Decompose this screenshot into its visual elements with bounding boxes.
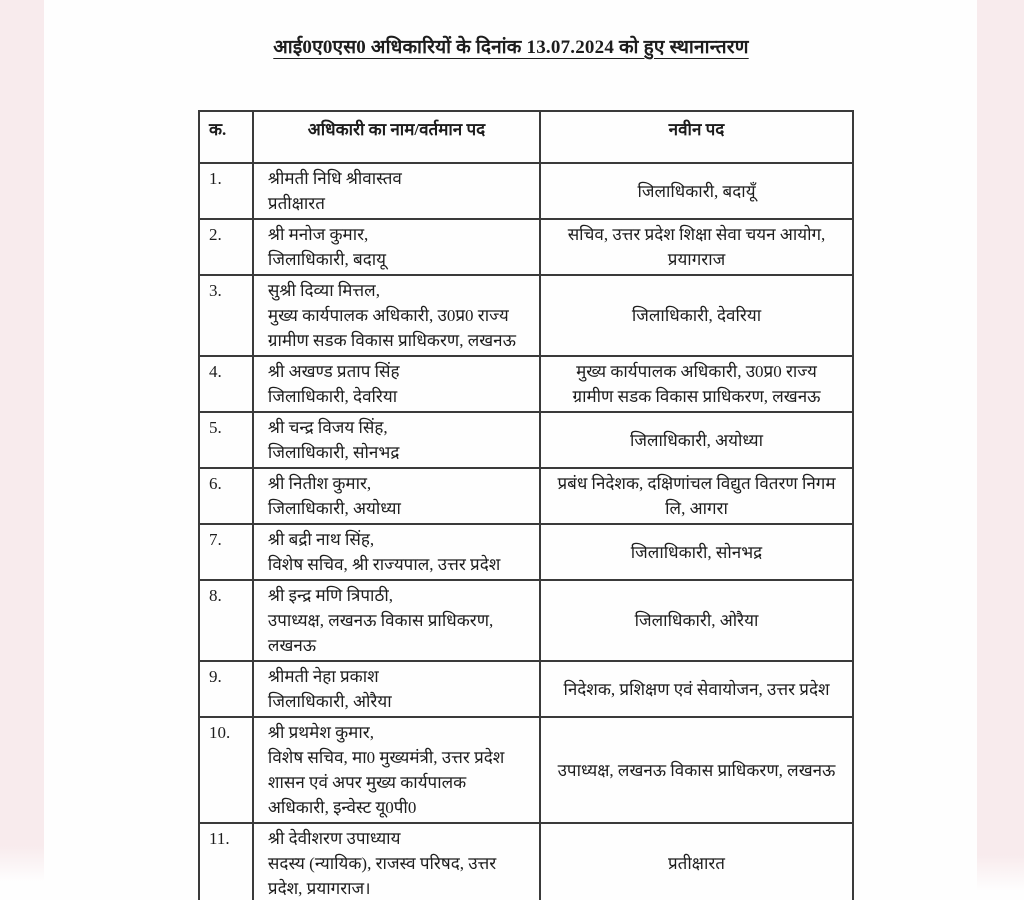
new-post-cell <box>540 356 853 412</box>
new-post-line: प्रयागराज <box>667 250 726 269</box>
table-row <box>199 661 853 717</box>
new-post-line: उपाध्यक्ष, लखनऊ विकास प्राधिकरण, लखनऊ <box>557 760 836 780</box>
table-row <box>199 580 853 661</box>
new-post-line: प्रतीक्षारत <box>668 854 726 873</box>
new-post-line: लि, आगरा <box>665 499 728 518</box>
officer-line: श्रीमती नेहा प्रकाश <box>267 667 379 686</box>
table-row <box>199 468 853 524</box>
officer-line: अधिकारी, इन्वेस्ट यू0पी0 <box>267 798 417 817</box>
header-serial-number: क. <box>199 111 253 163</box>
officer-line: विशेष सचिव, श्री राज्यपाल, उत्तर प्रदेश <box>267 555 501 574</box>
serial-number-cell: 5. <box>199 412 253 468</box>
new-post-line: सचिव, उत्तर प्रदेश शिक्षा सेवा चयन आयोग, <box>567 225 826 244</box>
officer-line: मुख्य कार्यपालक अधिकारी, उ0प्र0 राज्य <box>267 306 509 325</box>
new-post-line: मुख्य कार्यपालक अधिकारी, उ0प्र0 राज्य <box>576 362 817 381</box>
officer-line: उपाध्यक्ष, लखनऊ विकास प्राधिकरण, <box>267 611 494 630</box>
officer-line: जिलाधिकारी, बदायू <box>267 250 387 269</box>
officer-name-current-post-cell <box>253 823 540 900</box>
officer-line: जिलाधिकारी, सोनभद्र <box>267 443 400 462</box>
new-post-line: जिलाधिकारी, सोनभद्र <box>630 542 763 562</box>
new-post-cell <box>540 524 853 580</box>
header-officer-name-current-post: अधिकारी का नाम/वर्तमान पद <box>253 111 540 163</box>
officer-name-current-post-cell <box>253 580 540 661</box>
new-post-cell <box>540 580 853 661</box>
officer-name-current-post-cell <box>253 356 540 412</box>
right-margin-strip <box>977 0 1024 900</box>
officer-line: श्री प्रथमेश कुमार, <box>267 723 374 742</box>
officer-line: जिलाधिकारी, अयोध्या <box>267 499 401 518</box>
serial-number-cell: 8. <box>199 580 253 661</box>
serial-number-cell: 2. <box>199 219 253 275</box>
officer-line: विशेष सचिव, मा0 मुख्यमंत्री, उत्तर प्रदेश <box>267 748 505 767</box>
officer-line: श्री नितीश कुमार, <box>267 474 372 493</box>
officer-line: श्री चन्द्र विजय सिंह, <box>267 418 388 437</box>
officer-name-current-post-cell <box>253 163 540 219</box>
officer-name-current-post-cell <box>253 412 540 468</box>
new-post-line: जिलाधिकारी, ओरैया <box>634 611 759 630</box>
table-row <box>199 356 853 412</box>
new-post-cell <box>540 468 853 524</box>
new-post-line: प्रबंध निदेशक, दक्षिणांचल विद्युत वितरण निगम <box>557 474 836 493</box>
officer-line: श्री देवीशरण उपाध्याय <box>267 829 401 848</box>
transfer-table <box>198 110 854 900</box>
table-row <box>199 524 853 580</box>
table-row <box>199 717 853 823</box>
serial-number-cell: 4. <box>199 356 253 412</box>
new-post-cell <box>540 717 853 823</box>
officer-line: जिलाधिकारी, ओरैया <box>267 692 392 711</box>
table-row <box>199 823 853 900</box>
header-new-post: नवीन पद <box>540 111 853 163</box>
new-post-cell <box>540 661 853 717</box>
new-post-line: जिलाधिकारी, अयोध्या <box>629 430 764 450</box>
serial-number-cell: 3. <box>199 275 253 356</box>
new-post-line: जिलाधिकारी, बदायूँ <box>637 181 756 201</box>
new-post-cell <box>540 412 853 468</box>
new-post-line: जिलाधिकारी, देवरिया <box>631 306 762 325</box>
officer-name-current-post-cell <box>253 661 540 717</box>
serial-number-cell: 7. <box>199 524 253 580</box>
serial-number-cell: 1. <box>199 163 253 219</box>
page-title: आई0ए0एस0 अधिकारियों के दिनांक 13.07.2024 को हुए स्थानान्तरण <box>273 37 749 58</box>
officer-line: श्री मनोज कुमार, <box>267 225 369 244</box>
officer-line: जिलाधिकारी, देवरिया <box>267 387 398 406</box>
officer-name-current-post-cell <box>253 524 540 580</box>
table-body <box>199 163 853 900</box>
new-post-cell <box>540 275 853 356</box>
serial-number-cell: 10. <box>199 717 253 823</box>
new-post-cell <box>540 163 853 219</box>
officer-line: शासन एवं अपर मुख्य कार्यपालक <box>267 773 467 792</box>
officer-name-current-post-cell <box>253 275 540 356</box>
officer-line: लखनऊ <box>267 636 317 655</box>
officer-name-current-post-cell <box>253 717 540 823</box>
officer-line: श्री इन्द्र मणि त्रिपाठी, <box>267 586 393 605</box>
left-margin-strip <box>0 0 44 900</box>
officer-line: श्रीमती निधि श्रीवास्तव <box>267 169 402 188</box>
officer-line: ग्रामीण सडक विकास प्राधिकरण, लखनऊ <box>267 331 516 350</box>
officer-line: प्रतीक्षारत <box>267 194 325 213</box>
officer-name-current-post-cell <box>253 219 540 275</box>
new-post-cell <box>540 823 853 900</box>
officer-name-current-post-cell <box>253 468 540 524</box>
new-post-line: निदेशक, प्रशिक्षण एवं सेवायोजन, उत्तर प्रदेश <box>563 679 830 699</box>
table-row <box>199 219 853 275</box>
officer-line: प्रदेश, प्रयागराज। <box>267 879 371 898</box>
serial-number-cell: 6. <box>199 468 253 524</box>
table-header-row <box>199 111 853 163</box>
officer-line: श्री बद्री नाथ सिंह, <box>267 530 375 549</box>
officer-line: सुश्री दिव्या मित्तल, <box>267 281 380 300</box>
table-row <box>199 275 853 356</box>
serial-number-cell: 9. <box>199 661 253 717</box>
officer-line: सदस्य (न्यायिक), राजस्व परिषद, उत्तर <box>267 854 497 873</box>
table-row <box>199 412 853 468</box>
new-post-cell <box>540 219 853 275</box>
officer-line: श्री अखण्ड प्रताप सिंह <box>267 362 400 381</box>
new-post-line: ग्रामीण सडक विकास प्राधिकरण, लखनऊ <box>572 387 821 406</box>
serial-number-cell: 11. <box>199 823 253 900</box>
table-row <box>199 163 853 219</box>
